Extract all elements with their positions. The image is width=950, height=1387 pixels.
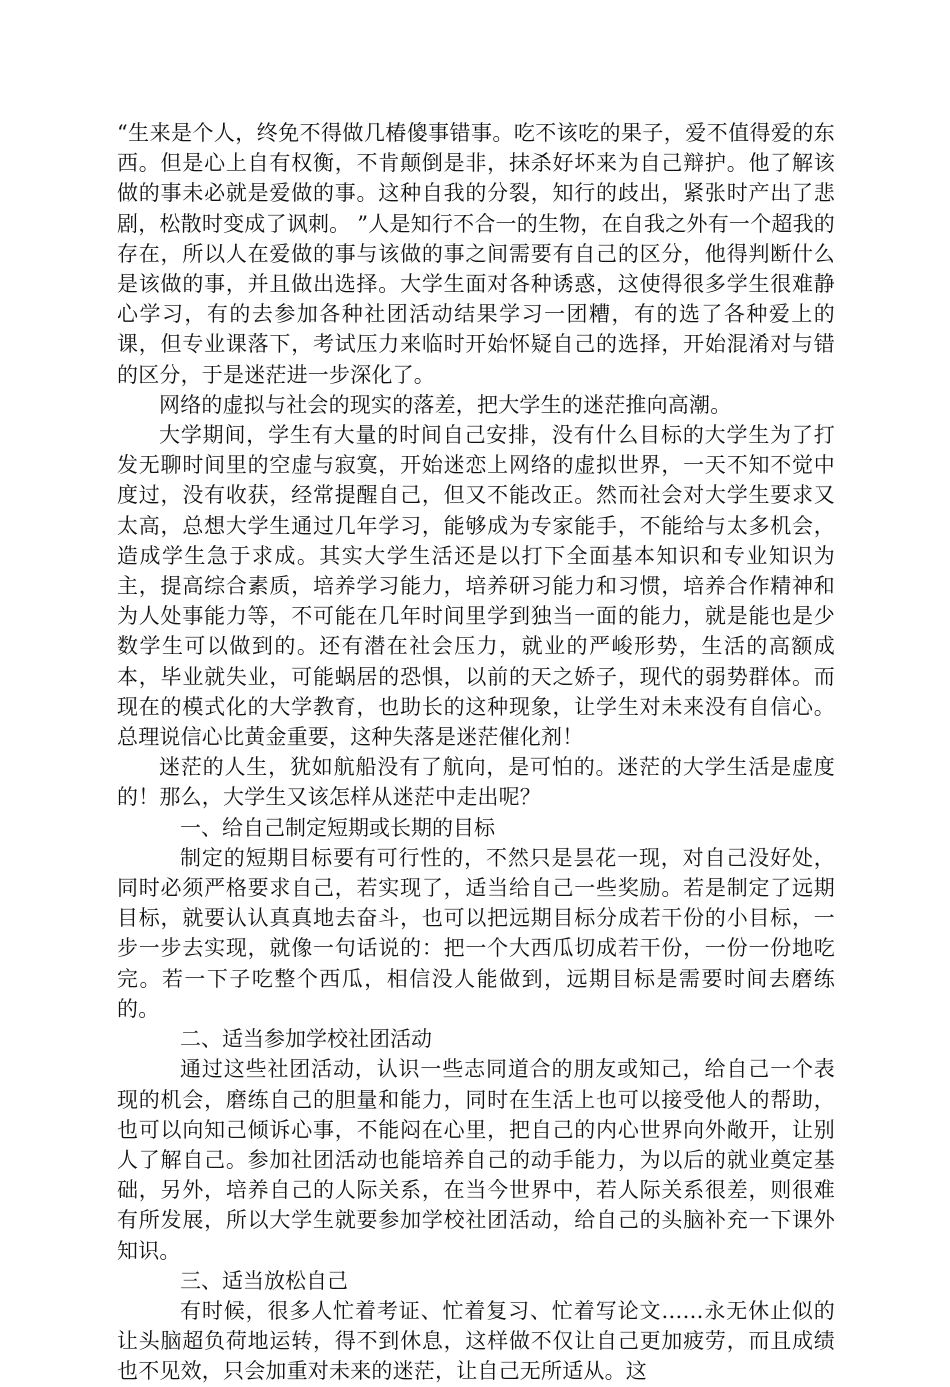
paragraph-college-period: 大学期间，学生有大量的时间自己安排，没有什么目标的大学生为了打发无聊时间里的空虚与寂寞，开始迷恋上网络的虚拟世界，一天不知不觉中度过，没有收获，经常提醒自己，但又不能改正。然而社会对大学生要求又太高，总想大学生通过几年学习，能够成为专家能手，不能给与太多机会，造成学生急于求成。其实大学生活还是以打下全面基本知识和专业知识为主，提高综合素质，培养学习能力，培养研习能力和习惯，培养合作精神和为人处事能力等，不可能在几年时间里学到独当一面的能力，就是能也是少数学生可以做到的。还有潜在社会压力，就业的严峻形势，生活的高额成本，毕业就失业，可能蜗居的恐惧，以前的天之娇子，现代的弱势群体。而现在的模式化的大学教育，也助长的这种现象，让学生对未来没有自信心。总理说信心比黄金重要，这种失落是迷茫催化剂！	[117, 423, 835, 750]
paragraph-relax: 有时候，很多人忙着考证、忙着复习、忙着写论文……永无休止似的让头脑超负荷地运转，得不到休息，这样做不仅让自己更加疲劳，而且成绩也不见效，只会加重对未来的迷茫，让自己无所适从。这	[117, 1298, 835, 1384]
paragraph-quote: “生来是个人，终免不得做几椿傻事错事。吃不该吃的果子，爱不值得爱的东西。但是心上自有权衡，不肯颠倒是非，抹杀好坏来为自己辩护。他了解该做的事未必就是爱做的事。这种自我的分裂，知行的歧出，紧张时产出了悲剧，松散时变成了讽刺。 ”人是知行不合一的生物，在自我之外有一个超我的存在，所以人在爱做的事与该做的事之间需要有自己的区分，他得判断什么是该做的事，并且做出选择。大学生面对各种诱惑，这使得很多学生很难静心学习，有的去参加各种社团活动结果学习一团糟，有的选了各种爱上的课，但专业课落下，考试压力来临时开始怀疑自己的选择，开始混淆对与错的区分，于是迷茫进一步深化了。	[117, 121, 835, 387]
paragraph-confused-life: 迷茫的人生，犹如航船没有了航向，是可怕的。迷茫的大学生活是虚度的！那么，大学生又该怎样从迷茫中走出呢？	[117, 755, 835, 810]
paragraph-network-gap: 网络的虚拟与社会的现实的落差，把大学生的迷茫推向高潮。	[159, 392, 732, 417]
paragraph-goals: 制定的短期目标要有可行性的，不然只是昙花一现，对自己没好处，同时必须严格要求自己，若实现了，适当给自己一些奖励。若是制定了远期目标，就要认认真真地去奋斗，也可以把远期目标分成若干份的小目标，一步一步去实现，就像一句话说的：把一个大西瓜切成若干份，一份一份地吃完。若一下子吃整个西瓜，相信没人能做到，远期目标是需要时间去磨练的。	[117, 845, 835, 1021]
heading-goals: 一、给自己制定短期或长期的目标	[180, 815, 495, 840]
paragraph-clubs: 通过这些社团活动，认识一些志同道合的朋友或知己，给自己一个表现的机会，磨练自己的胆量和能力，同时在生活上也可以接受他人的帮助，也可以向知己倾诉心事，不能闷在心里，把自己的内心世界向外敞开，让别人了解自己。参加社团活动也能培养自己的动手能力，为以后的就业奠定基础，另外，培养自己的人际关系，在当今世界中，若人际关系很差，则很难有所发展，所以大学生就要参加学校社团活动，给自己的头脑补充一下课外知识。	[117, 1057, 835, 1263]
heading-clubs: 二、适当参加学校社团活动	[180, 1027, 432, 1052]
heading-relax: 三、适当放松自己	[180, 1268, 348, 1293]
document-page	[117, 118, 835, 1387]
